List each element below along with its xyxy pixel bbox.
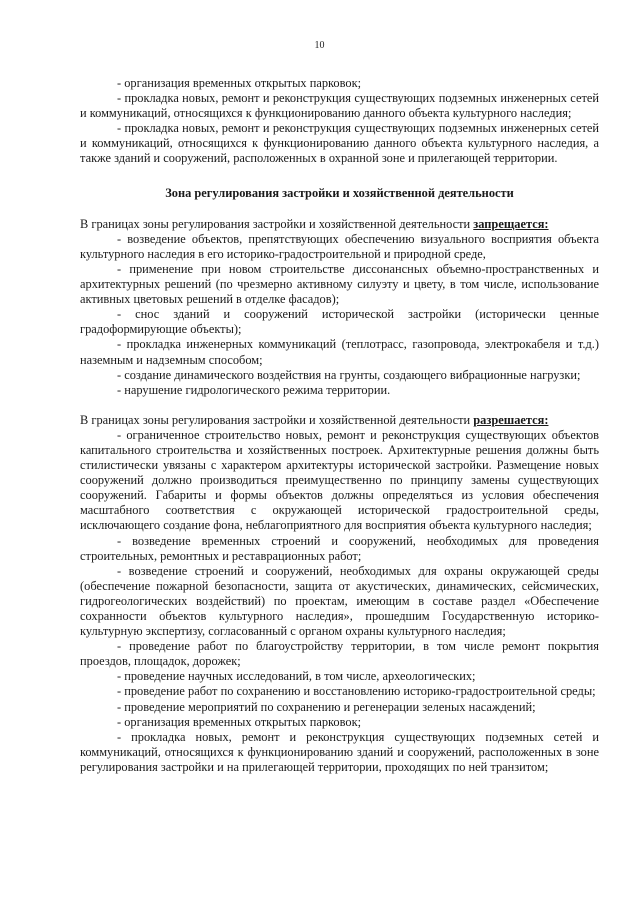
allowed-keyword: разрешается: (473, 412, 549, 427)
list-item: - нарушение гидрологического режима территории. (117, 382, 391, 397)
list-item: - прокладка новых, ремонт и реконструкция существующих подземных инженерных сетей и коммуникаций, относящихся к функционированию данного объекта культурного наследия, а также зданий и сооружений, расположенных в охранной зоне и прилегающей территории. (80, 121, 599, 166)
allowed-section (80, 413, 599, 775)
allowed-lead (80, 413, 599, 428)
intro-list (80, 76, 599, 167)
list-item: - прокладка инженерных коммуникаций (теплотрасс, газопровода, электрокабеля и т.д.) наземным и надземным способом; (80, 337, 599, 367)
list-item: - создание динамического воздействия на грунты, создающего вибрационные нагрузки; (117, 367, 581, 382)
list-item: - проведение работ по благоустройству территории, в том числе ремонт покрытия проездов, площадок, дорожек; (80, 639, 599, 669)
list-item: - снос зданий и сооружений исторической застройки (исторически ценные градоформирующие объекты); (80, 307, 599, 337)
allowed-lead-text: В границах зоны регулирования застройки и хозяйственной деятельности (80, 412, 474, 427)
prohibited-keyword: запрещается: (473, 216, 549, 231)
list-item: - организация временных открытых парковок; (117, 714, 362, 729)
list-item: - возведение строений и сооружений, необходимых для охраны окружающей среды (обеспечение пожарной безопасности, защита от акустических, динамических, сейсмических, гидрогеологических воздействий) по проектам, имеющим в составе раздел «Обеспечение сохранности объектов культурного наследия», прошедшим Государственную историко-культурную экспертизу, согласованный с органом охраны культурного наследия; (80, 563, 599, 639)
list-item: - ограниченное строительство новых, ремонт и реконструкция существующих объектов капитального строительства и хозяйственных построек. Архитектурные решения должны быть стилистически увязаны с характером архитектуры исторической застройки. Размещение новых сооружений должно производиться преимущественно по принципу замены существующих сооружений. Габариты и формы объектов должны определяться из условия обеспечения масштабного соответствия с окружающей исторической градостроительной среды, исключающего создание фона, неблагоприятного для восприятия объекта культурного наследия; (80, 427, 599, 533)
prohibited-section (80, 217, 599, 398)
list-item: - организация временных открытых парковок; (117, 76, 362, 90)
list-item: - проведение мероприятий по сохранению и регенерации зеленых насаждений; (117, 699, 536, 714)
page-number: 10 (314, 40, 325, 51)
list-item: - применение при новом строительстве диссонансных объемно-пространственных и архитектурных решений (по чрезмерно активному силуэту и цвету, в том числе, использование активных цветовых решений в отделке фасадов); (80, 261, 599, 307)
list-item: - прокладка новых, ремонт и реконструкция существующих подземных сетей и коммуникаций, относящихся к функционированию зданий и сооружений, расположенных в зоне регулирования застройки и на прилегающей территории, проходящих по ней транзитом; (80, 729, 599, 774)
list-item: - проведение научных исследований, в том числе, археологических; (117, 669, 476, 684)
list-item: - возведение временных строений и сооружений, необходимых для проведения строительных, ремонтных и реставрационных работ; (80, 533, 599, 563)
prohibited-lead (80, 217, 599, 232)
prohibited-lead-text: В границах зоны регулирования застройки и хозяйственной деятельности (80, 216, 474, 231)
list-item: - прокладка новых, ремонт и реконструкция существующих подземных инженерных сетей и коммуникаций, относящихся к функционированию данного объекта культурного наследия; (80, 91, 599, 121)
document-body (80, 76, 599, 775)
paragraph-gap (80, 398, 599, 413)
list-item: - проведение работ по сохранению и восстановлению историко-градостроительной среды; (117, 684, 596, 699)
list-item: - возведение объектов, препятствующих обеспечению визуального восприятия объекта культурного наследия в его историко-градостроительной и природной среде, (80, 231, 599, 261)
section-title: Зона регулирования застройки и хозяйственной деятельности (165, 185, 514, 200)
